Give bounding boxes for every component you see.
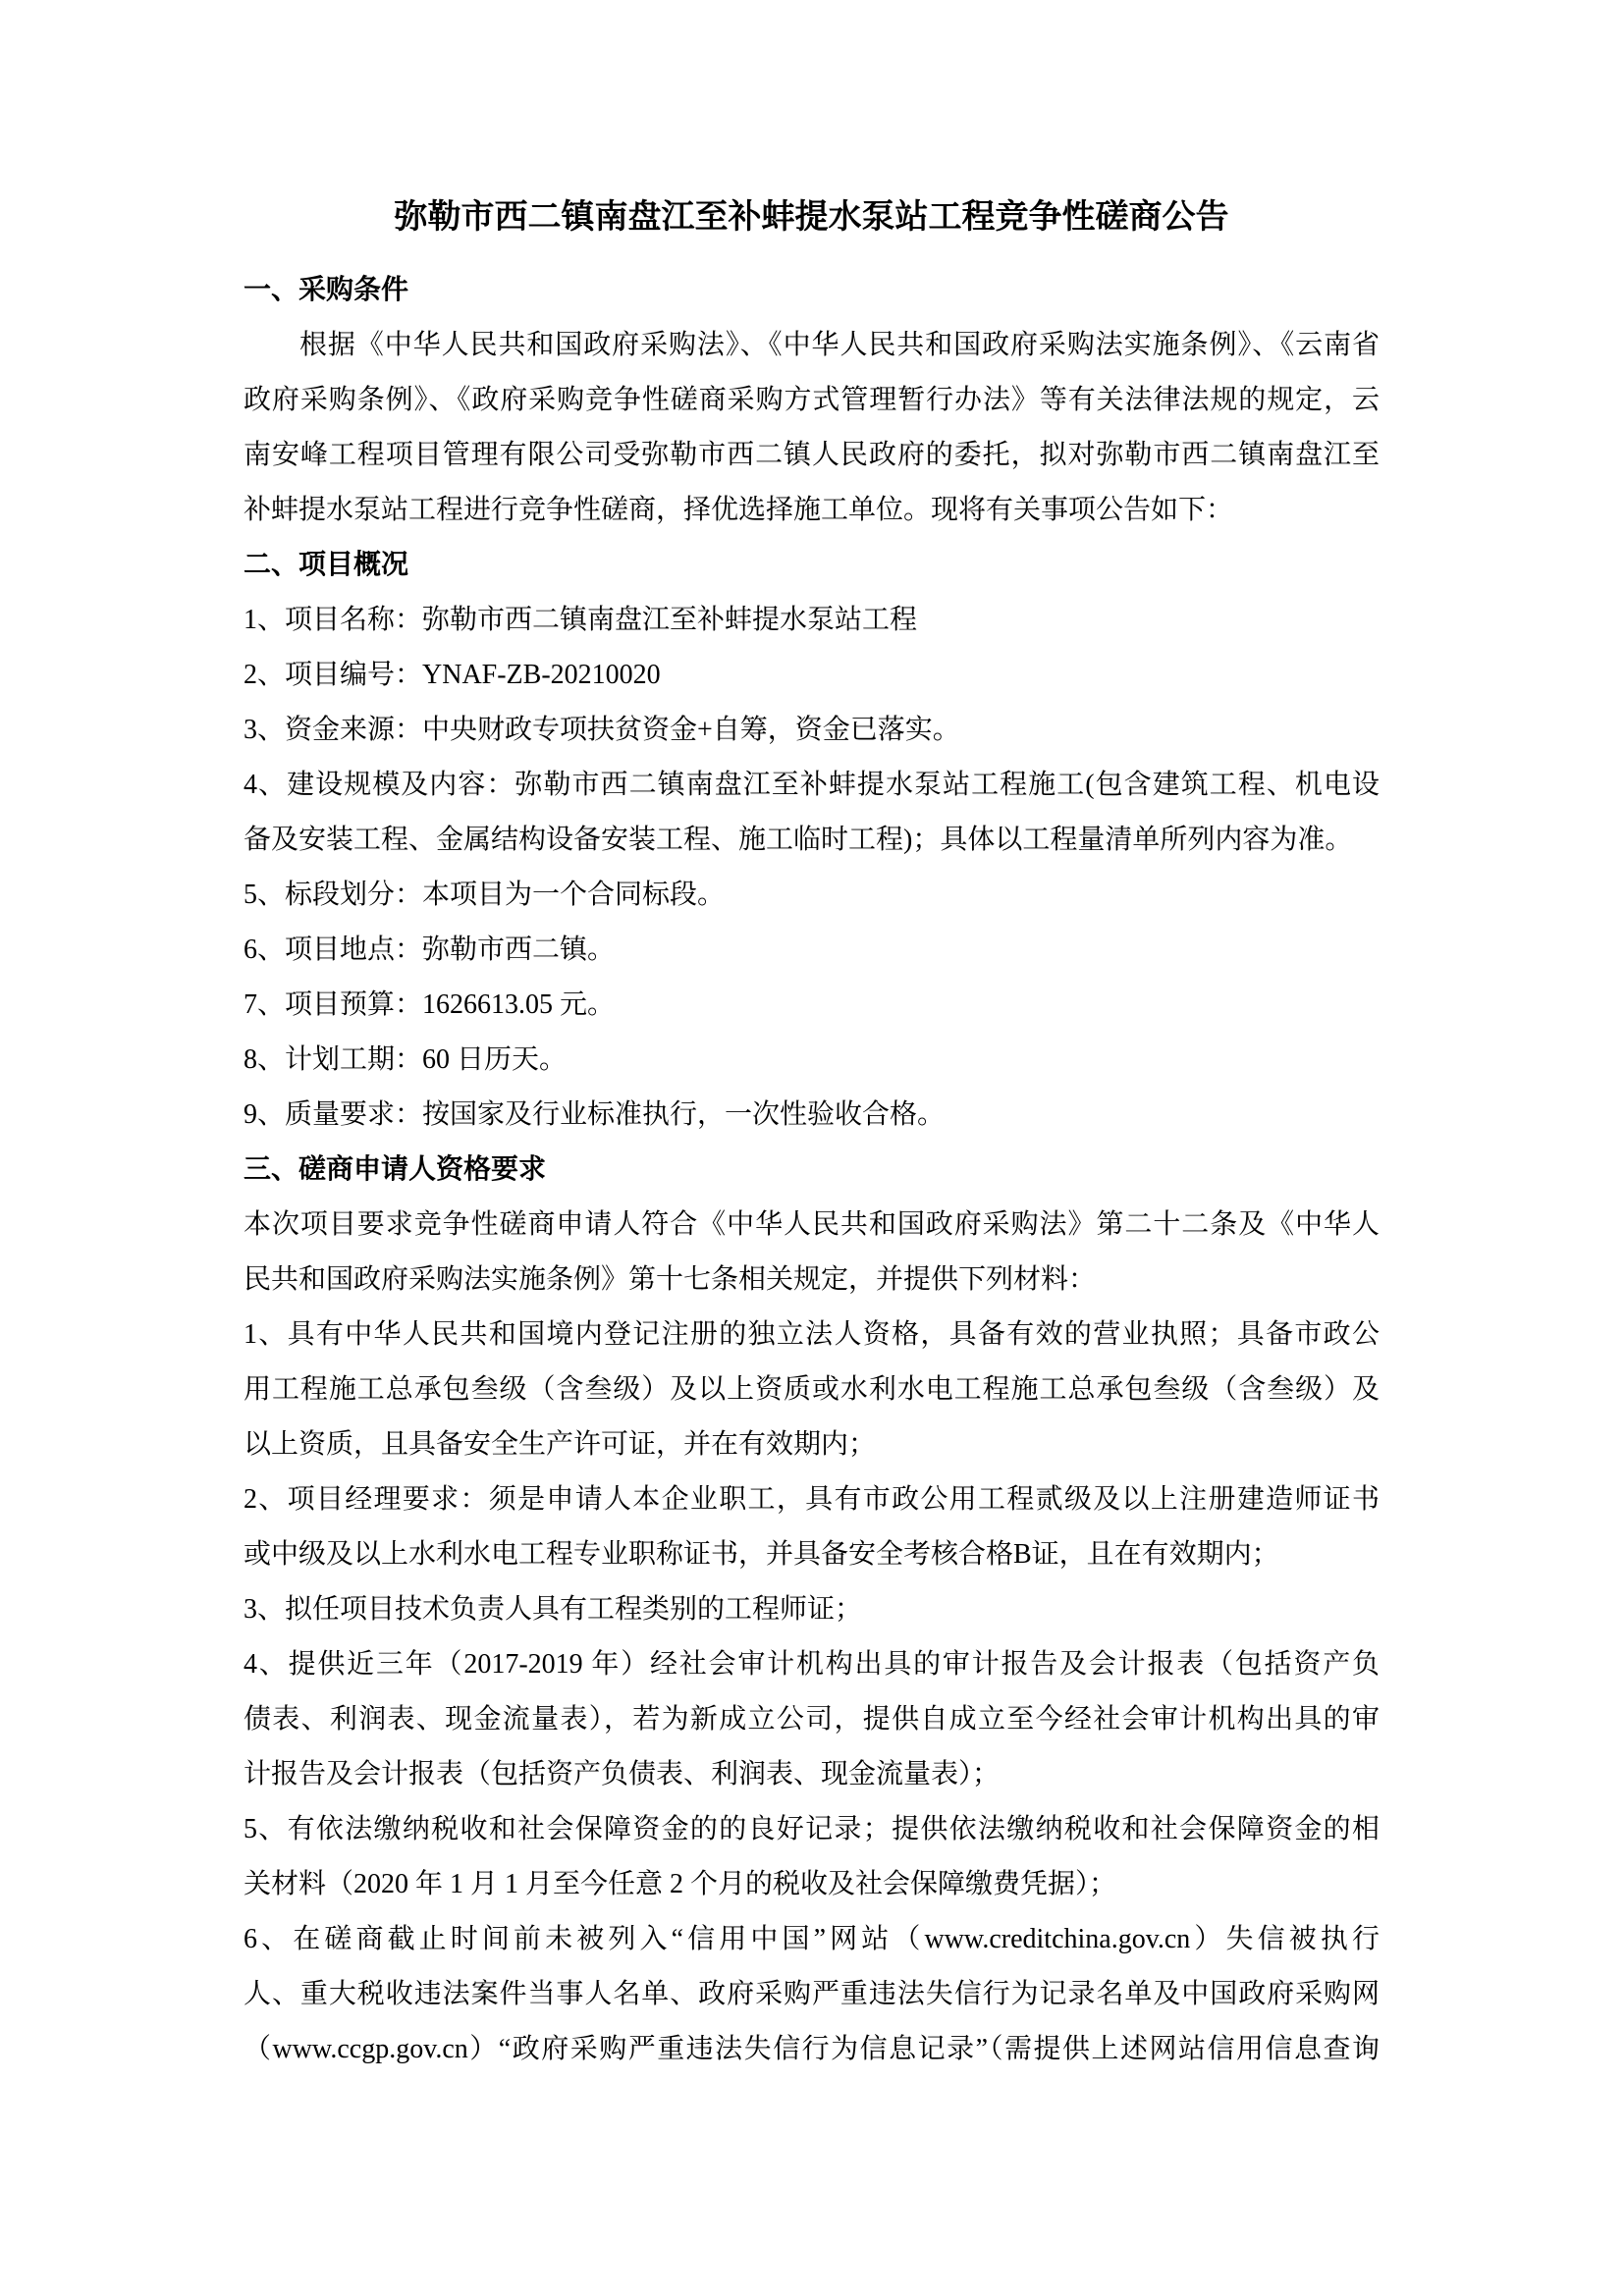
text-line: 7、项目预算：1626613.05 元。 xyxy=(244,989,616,1020)
text-line: 根据《中华人民共和国政府采购法》、《中华人民共和国政府采购法实施条例》、《云南省 xyxy=(299,330,1380,360)
text-line: 以上资质，且具备安全生产许可证，并在有效期内； xyxy=(244,1429,877,1460)
section-3-heading: 三、磋商申请人资格要求 xyxy=(244,1154,547,1185)
text-line: 3、拟任项目技术负责人具有工程类别的工程师证； xyxy=(244,1594,863,1625)
text-line: 关材料（2020 年 1 月 1 月至今任意 2 个月的税收及社会保障缴费凭据）； xyxy=(244,1869,1117,1899)
text-line: 1、项目名称：弥勒市西二镇南盘江至补蚌提水泵站工程 xyxy=(244,605,918,635)
text-line: （www.ccgp.gov.cn）“政府采购严重违法失信行为信息记录”（需提供上述网站信用信息查询 xyxy=(244,2034,1380,2064)
text-line: 补蚌提水泵站工程进行竞争性磋商，择优选择施工单位。现将有关事项公告如下： xyxy=(244,495,1234,525)
text-line: 8、计划工期：60 日历天。 xyxy=(244,1044,568,1075)
text-line: 计报告及会计报表（包括资产负债表、利润表、现金流量表）； xyxy=(244,1759,1001,1789)
text-line: 2、项目经理要求：须是申请人本企业职工，具有市政公用工程贰级及以上注册建造师证书 xyxy=(244,1484,1380,1515)
section-2-heading: 二、项目概况 xyxy=(244,550,409,580)
text-line: 4、提供近三年（2017-2019 年）经社会审计机构出具的审计报告及会计报表（包括资产负 xyxy=(244,1649,1380,1680)
text-line: 用工程施工总承包叁级（含叁级）及以上资质或水利水电工程施工总承包叁级（含叁级）及 xyxy=(244,1374,1380,1405)
text-line: 2、项目编号：YNAF-ZB-20210020 xyxy=(244,660,661,690)
text-line: 1、具有中华人民共和国境内登记注册的独立法人资格，具备有效的营业执照；具备市政公 xyxy=(244,1319,1380,1350)
text-line: 本次项目要求竞争性磋商申请人符合《中华人民共和国政府采购法》第二十二条及《中华人 xyxy=(244,1209,1380,1240)
document-title: 弥勒市西二镇南盘江至补蚌提水泵站工程竞争性磋商公告 xyxy=(394,199,1229,236)
text-line: 3、资金来源：中央财政专项扶贫资金+自筹，资金已落实。 xyxy=(244,715,960,745)
text-line: 6、在磋商截止时间前未被列入“信用中国”网站（www.creditchina.gov.cn）失信被执行 xyxy=(244,1924,1380,1954)
text-line: 或中级及以上水利水电工程专业职称证书，并具备安全考核合格B证，且在有效期内； xyxy=(244,1539,1279,1570)
text-line: 5、标段划分：本项目为一个合同标段。 xyxy=(244,880,726,910)
text-line: 4、建设规模及内容：弥勒市西二镇南盘江至补蚌提水泵站工程施工(包含建筑工程、机电设 xyxy=(244,770,1380,800)
text-line: 人、重大税收违法案件当事人名单、政府采购严重违法失信行为记录名单及中国政府采购网 xyxy=(244,1979,1380,2009)
text-line: 5、有依法缴纳税收和社会保障资金的的良好记录；提供依法缴纳税收和社会保障资金的相 xyxy=(244,1814,1380,1844)
document-content xyxy=(244,190,1380,2077)
text-line: 备及安装工程、金属结构设备安装工程、施工临时工程)；具体以工程量清单所列内容为准。 xyxy=(244,825,1353,855)
text-line: 9、质量要求：按国家及行业标准执行，一次性验收合格。 xyxy=(244,1099,946,1130)
text-line: 6、项目地点：弥勒市西二镇。 xyxy=(244,934,616,965)
section-1-heading: 一、采购条件 xyxy=(244,275,409,305)
text-line: 政府采购条例》、《政府采购竞争性磋商采购方式管理暂行办法》等有关法律法规的规定，云 xyxy=(244,385,1380,415)
text-line: 民共和国政府采购法实施条例》第十七条相关规定，并提供下列材料： xyxy=(244,1264,1097,1295)
text-line: 债表、利润表、现金流量表），若为新成立公司，提供自成立至今经社会审计机构出具的审 xyxy=(244,1704,1380,1735)
text-line: 南安峰工程项目管理有限公司受弥勒市西二镇人民政府的委托，拟对弥勒市西二镇南盘江至 xyxy=(244,440,1380,470)
